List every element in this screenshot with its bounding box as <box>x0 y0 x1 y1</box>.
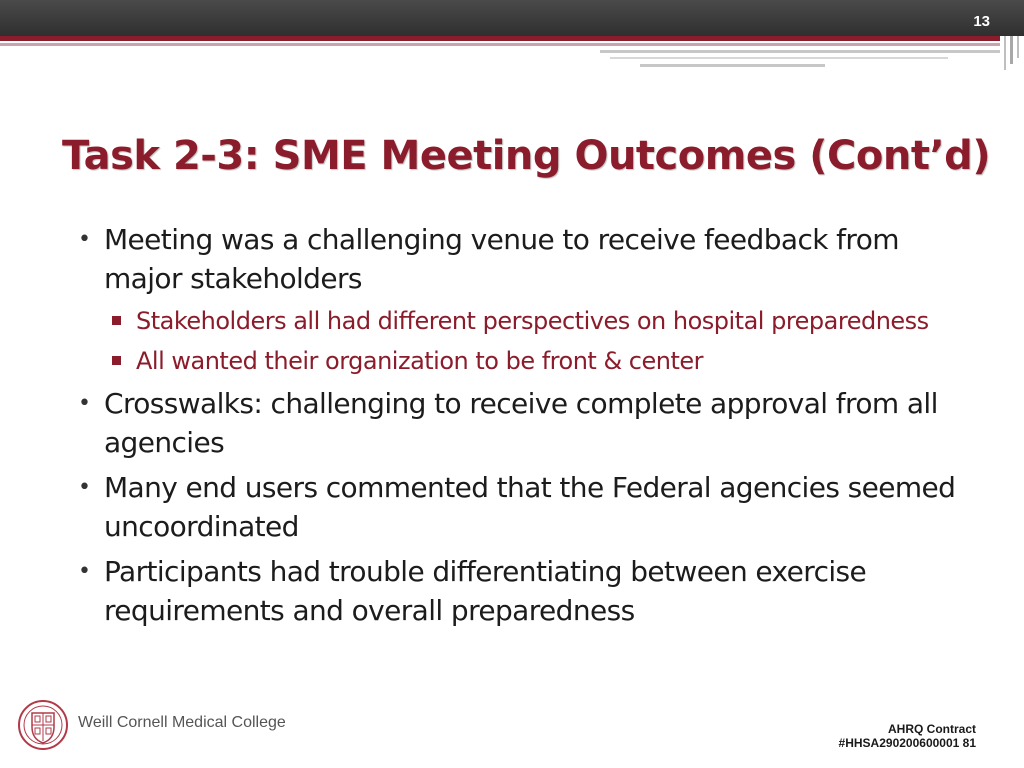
college-name: Weill Cornell Medical College <box>78 714 286 731</box>
contract-line-2: #HHSA290200600001 81 <box>838 736 976 750</box>
bullet-dot-icon: • <box>78 391 91 416</box>
bullet-text: Many end users commented that the Federal agencies seemed uncoordinated <box>104 471 956 543</box>
decor-vertical-line <box>1010 36 1013 64</box>
bullet-dot-icon: • <box>78 559 91 584</box>
bullet-dot-icon: • <box>78 227 91 252</box>
contract-line-1: AHRQ Contract <box>887 722 976 736</box>
square-bullet-icon <box>112 356 121 365</box>
decor-stripe <box>640 64 825 67</box>
sub-bullet-text: Stakeholders all had different perspectives on hospital preparedness <box>136 307 929 335</box>
weill-cornell-seal-icon <box>18 697 68 753</box>
decor-vertical-line <box>1017 36 1019 58</box>
decor-stripe <box>610 57 948 59</box>
bullet-item <box>76 468 976 546</box>
accent-stripe <box>0 36 1000 41</box>
contract-label <box>839 722 976 750</box>
decor-vertical-line <box>1004 36 1006 70</box>
bullet-item <box>76 220 976 298</box>
slide-number: 13 <box>973 13 990 30</box>
square-bullet-icon <box>112 316 121 325</box>
bullet-dot-icon: • <box>78 475 91 500</box>
bullet-text: Crosswalks: challenging to receive complete approval from all agencies <box>104 387 938 459</box>
sub-bullet-text: All wanted their organization to be front & center <box>136 347 704 375</box>
bullet-item <box>76 384 976 462</box>
bullet-item <box>76 552 976 630</box>
slide-body <box>76 220 976 636</box>
bullet-text: Meeting was a challenging venue to receive feedback from major stakeholders <box>104 223 899 295</box>
sub-bullet-item <box>76 304 976 338</box>
bullet-text: Participants had trouble differentiating between exercise requirements and overall preparedness <box>104 555 867 627</box>
top-bar <box>0 0 1024 36</box>
accent-stripe-light <box>0 43 1000 46</box>
sub-bullet-item <box>76 344 976 378</box>
decor-stripe <box>600 50 1000 53</box>
slide-title: Task 2-3: SME Meeting Outcomes (Cont’d) <box>62 133 991 179</box>
